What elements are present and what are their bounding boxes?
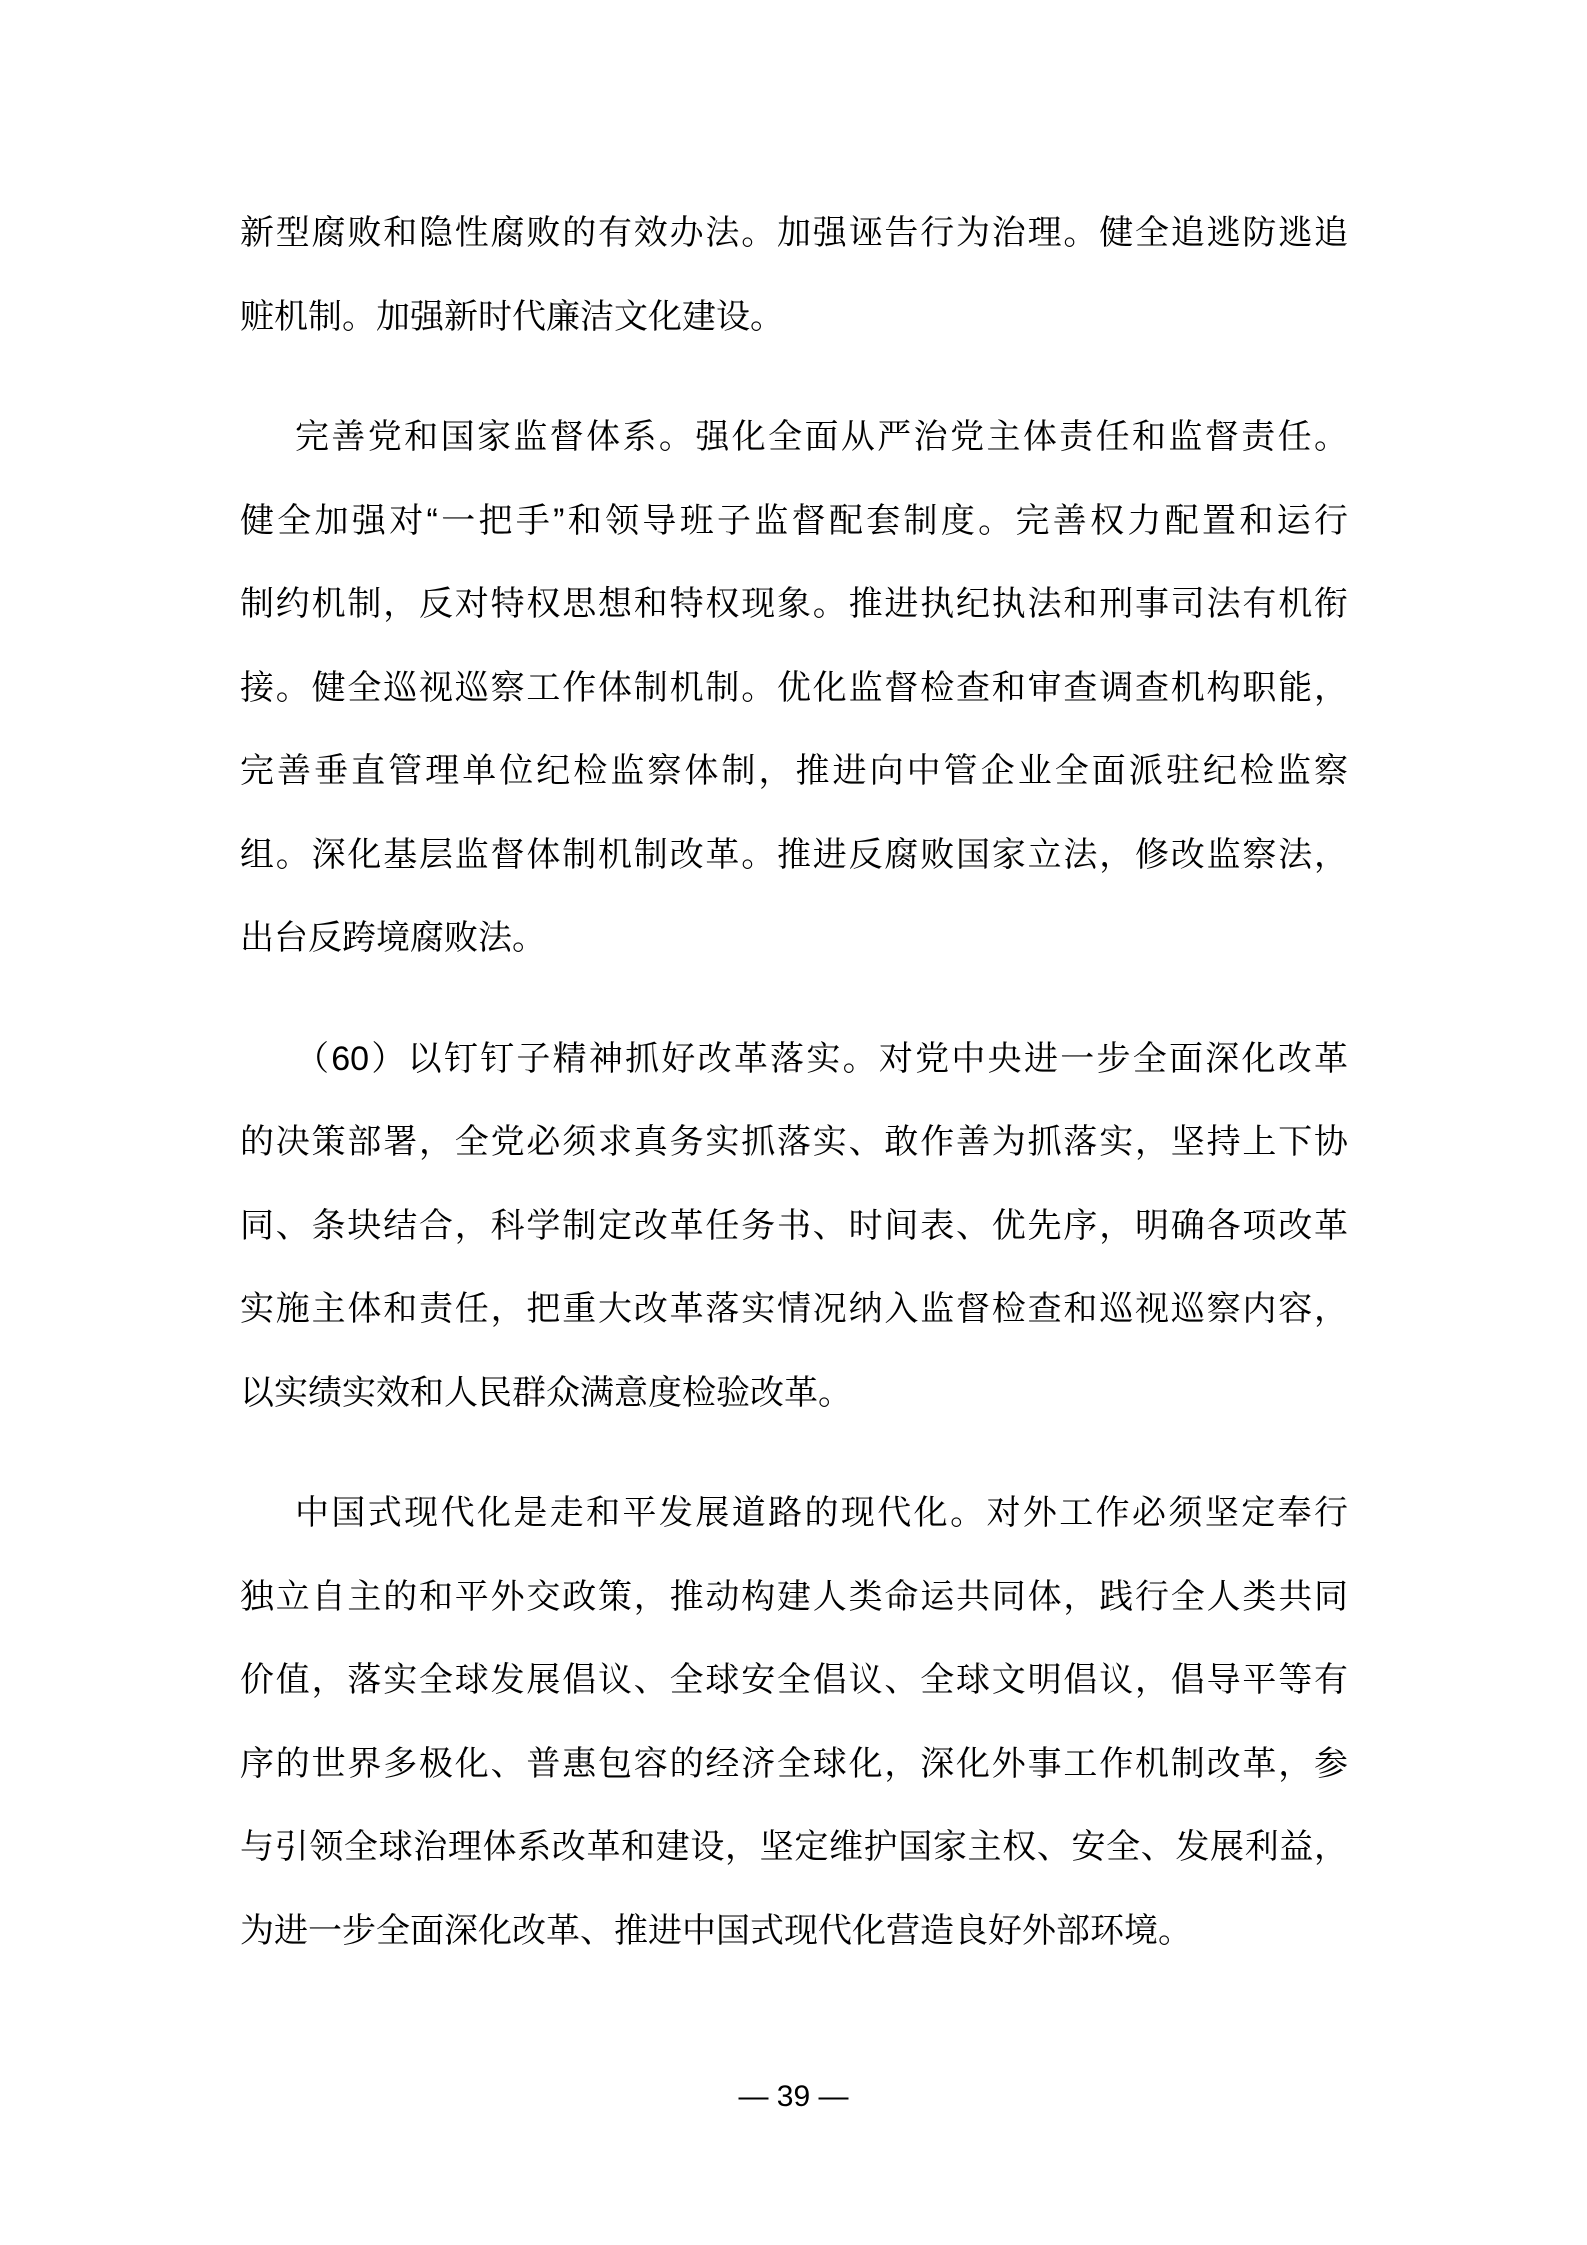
text-line: （60）以钉钉子精神抓好改革落实。对党中央进一步全面深化改革: [295, 1039, 1348, 1078]
paragraph: [240, 396, 1348, 981]
document-body: [240, 192, 1348, 1973]
text-line: 赃机制。加强新时代廉洁文化建设。: [240, 297, 784, 336]
text-line: 以实绩实效和人民群众满意度检验改革。: [240, 1373, 852, 1412]
paragraph: [240, 1018, 1348, 1436]
text-line: 组。深化基层监督体制机制改革。推进反腐败国家立法，修改监察法，: [240, 835, 1348, 874]
text-line: 新型腐败和隐性腐败的有效办法。加强诬告行为治理。健全追逃防逃追: [240, 214, 1348, 252]
text-line: 的决策部署，全党必须求真务实抓落实、敢作善为抓落实，坚持上下协: [240, 1123, 1348, 1161]
text-line: 与引领全球治理体系改革和建设，坚定维护国家主权、安全、发展利益，: [240, 1828, 1348, 1866]
text-line: 中国式现代化是走和平发展道路的现代化。对外工作必须坚定奉行: [295, 1494, 1348, 1532]
paragraph: [240, 192, 1348, 359]
text-line: 序的世界多极化、普惠包容的经济全球化，深化外事工作机制改革，参: [240, 1744, 1348, 1783]
paragraph: [240, 1472, 1348, 1973]
text-line: 完善党和国家监督体系。强化全面从严治党主体责任和监督责任。: [295, 418, 1348, 456]
text-line: 独立自主的和平外交政策，推动构建人类命运共同体，践行全人类共同: [240, 1577, 1348, 1616]
text-line: 制约机制，反对特权思想和特权现象。推进执纪执法和刑事司法有机衔: [240, 585, 1348, 623]
text-line: 健全加强对“一把手”和领导班子监督配套制度。完善权力配置和运行: [240, 501, 1348, 540]
text-line: 实施主体和责任，把重大改革落实情况纳入监督检查和巡视巡察内容，: [240, 1290, 1348, 1328]
text-line: 为进一步全面深化改革、推进中国式现代化营造良好外部环境。: [240, 1911, 1192, 1950]
text-line: 完善垂直管理单位纪检监察体制，推进向中管企业全面派驻纪检监察: [240, 752, 1348, 790]
text-line: 接。健全巡视巡察工作体制机制。优化监督检查和审查调查机构职能，: [240, 668, 1348, 707]
text-line: 出台反跨境腐败法。: [240, 919, 546, 957]
page-number: — 39 —: [738, 2080, 849, 2113]
text-line: 价值，落实全球发展倡议、全球安全倡议、全球文明倡议，倡导平等有: [240, 1661, 1348, 1699]
text-line: 同、条块结合，科学制定改革任务书、时间表、优先序，明确各项改革: [240, 1206, 1348, 1245]
